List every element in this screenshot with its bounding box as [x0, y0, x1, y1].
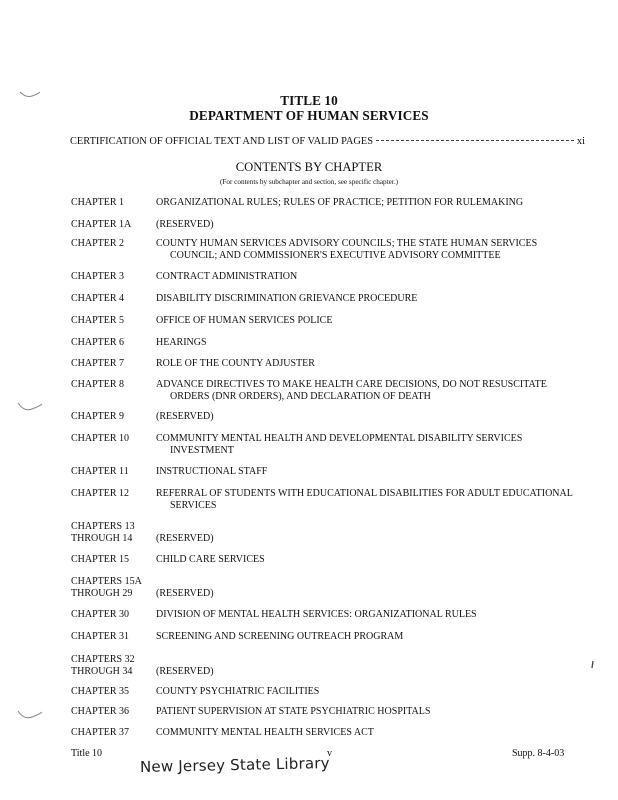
- chapter-title: [156, 433, 596, 457]
- chapter-label-line: CHAPTER 1A: [71, 219, 132, 230]
- chapter-title: [156, 293, 596, 305]
- chapter-label-line: CHAPTER 9: [71, 411, 125, 422]
- chapter-label: [71, 379, 155, 391]
- chapter-title-line: [156, 521, 596, 533]
- chapter-label: [71, 521, 155, 545]
- chapter-title: [156, 315, 596, 327]
- chapter-title-line: DISABILITY DISCRIMINATION GRIEVANCE PROCEDURE: [156, 293, 418, 304]
- chapter-title-line: COUNTY PSYCHIATRIC FACILITIES: [156, 686, 320, 697]
- chapter-label: [71, 654, 155, 678]
- chapter-title: [156, 358, 596, 370]
- chapter-title: [156, 379, 596, 403]
- chapter-label: [71, 219, 155, 231]
- title-name: DEPARTMENT OF HUMAN SERVICES: [189, 108, 429, 123]
- chapter-label: [71, 293, 155, 305]
- chapter-label-line: CHAPTER 30: [71, 609, 130, 620]
- chapter-title: [156, 654, 596, 678]
- chapter-title: [156, 609, 596, 621]
- chapter-label-line: CHAPTER 3: [71, 271, 125, 282]
- chapter-label: [71, 686, 155, 698]
- dot-leader: [376, 140, 574, 141]
- scan-mark: [590, 660, 596, 670]
- chapter-title: [156, 271, 596, 283]
- chapter-label: [71, 488, 155, 500]
- chapter-title: [156, 554, 596, 566]
- certification-page: xi: [576, 136, 585, 147]
- scan-mark: [16, 400, 44, 414]
- chapter-label-line: THROUGH 14: [71, 533, 133, 545]
- chapter-label-line: CHAPTER 8: [71, 379, 125, 390]
- chapter-label: [71, 433, 155, 445]
- chapter-label: [71, 337, 155, 349]
- library-stamp: New Jersey State Library: [139, 754, 330, 776]
- chapter-label-line: CHAPTER 2: [71, 238, 125, 249]
- certification-line: [70, 136, 585, 147]
- chapter-title-line: ROLE OF THE COUNTY ADJUSTER: [156, 358, 315, 369]
- chapter-title-line: SCREENING AND SCREENING OUTREACH PROGRAM: [156, 631, 404, 642]
- chapter-title: [156, 488, 596, 512]
- chapter-title-line: CONTRACT ADMINISTRATION: [156, 271, 298, 282]
- chapter-title-line: (RESERVED): [156, 533, 214, 545]
- chapter-title: [156, 219, 596, 231]
- chapter-title-line: (RESERVED): [156, 588, 214, 600]
- chapter-title-line: ADVANCE DIRECTIVES TO MAKE HEALTH CARE DECISIONS, DO NOT RESUSCITATE: [156, 379, 547, 390]
- chapter-label-line: THROUGH 29: [71, 588, 133, 600]
- scan-mark: [18, 88, 42, 102]
- footer-title: Title 10: [71, 748, 103, 759]
- chapter-label: [71, 706, 155, 718]
- chapter-title: [156, 686, 596, 698]
- chapter-label: [71, 238, 155, 250]
- chapter-label-line: CHAPTER 12: [71, 488, 130, 499]
- chapter-title-line: INVESTMENT: [170, 445, 234, 457]
- chapter-title: [156, 576, 596, 600]
- chapter-title-line: HEARINGS: [156, 337, 207, 348]
- chapter-title: [156, 337, 596, 349]
- chapter-label: [71, 197, 155, 209]
- chapter-label: [71, 727, 155, 739]
- chapter-label-line: CHAPTER 36: [71, 706, 130, 717]
- chapter-label-line: CHAPTER 35: [71, 686, 130, 697]
- contents-heading: CONTENTS BY CHAPTER: [235, 160, 383, 174]
- chapter-title-line: DIVISION OF MENTAL HEALTH SERVICES: ORGANIZATIONAL RULES: [156, 609, 477, 620]
- chapter-label-line: CHAPTER 11: [71, 466, 129, 477]
- chapter-title-line: COUNTY HUMAN SERVICES ADVISORY COUNCILS; THE STATE HUMAN SERVICES: [156, 238, 538, 249]
- chapter-title-line: [156, 654, 596, 666]
- chapter-label-line: CHAPTER 15: [71, 554, 130, 565]
- chapter-title-line: PATIENT SUPERVISION AT STATE PSYCHIATRIC HOSPITALS: [156, 706, 431, 717]
- chapter-label-line: CHAPTER 7: [71, 358, 125, 369]
- chapter-title: [156, 521, 596, 545]
- chapter-label-line: CHAPTER 4: [71, 293, 125, 304]
- title-number: TITLE 10: [280, 93, 338, 108]
- chapter-title-line: CHILD CARE SERVICES: [156, 554, 265, 565]
- scan-mark: [16, 708, 44, 722]
- chapter-title-line: [156, 576, 596, 588]
- chapter-label: [71, 576, 155, 600]
- chapter-title: [156, 631, 596, 643]
- chapter-label-line: CHAPTERS 13: [71, 521, 135, 532]
- chapter-label-line: CHAPTER 10: [71, 433, 130, 444]
- footer-supplement: Supp. 8-4-03: [512, 748, 565, 759]
- chapter-title-line: REFERRAL OF STUDENTS WITH EDUCATIONAL DISABILITIES FOR ADULT EDUCATIONAL: [156, 488, 573, 499]
- chapter-title: [156, 197, 596, 209]
- chapter-title-line: INSTRUCTIONAL STAFF: [156, 466, 268, 477]
- chapter-label: [71, 315, 155, 327]
- chapter-label: [71, 554, 155, 566]
- chapter-label-line: CHAPTERS 15A: [71, 576, 142, 587]
- chapter-label: [71, 631, 155, 643]
- chapter-label: [71, 271, 155, 283]
- chapter-label-line: THROUGH 34: [71, 666, 133, 678]
- chapter-label-line: CHAPTER 6: [71, 337, 125, 348]
- chapter-title-line: COUNCIL; AND COMMISSIONER'S EXECUTIVE ADVISORY COMMITTEE: [170, 250, 501, 262]
- chapter-title-line: SERVICES: [170, 500, 217, 512]
- chapter-title-line: COMMUNITY MENTAL HEALTH SERVICES ACT: [156, 727, 374, 738]
- chapter-title: [156, 727, 596, 739]
- footer-page-number: v: [327, 748, 332, 759]
- chapter-title-line: OFFICE OF HUMAN SERVICES POLICE: [156, 315, 333, 326]
- chapter-label: [71, 358, 155, 370]
- chapter-label-line: CHAPTER 5: [71, 315, 125, 326]
- chapter-label: [71, 466, 155, 478]
- chapter-label: [71, 411, 155, 423]
- contents-note: (For contents by subchapter and section, see specific chapter.): [219, 178, 399, 186]
- chapter-label-line: CHAPTERS 32: [71, 654, 135, 665]
- chapter-label-line: CHAPTER 1: [71, 197, 125, 208]
- chapter-label: [71, 609, 155, 621]
- chapter-title: [156, 466, 596, 478]
- chapter-title-line: (RESERVED): [156, 411, 214, 422]
- chapter-label-line: CHAPTER 37: [71, 727, 130, 738]
- chapter-title: [156, 238, 596, 262]
- certification-label: CERTIFICATION OF OFFICIAL TEXT AND LIST OF VALID PAGES: [70, 136, 374, 147]
- chapter-title-line: ORDERS (DNR ORDERS), AND DECLARATION OF DEATH: [170, 391, 431, 403]
- chapter-title-line: (RESERVED): [156, 666, 214, 678]
- chapter-title: [156, 411, 596, 423]
- chapter-title-line: (RESERVED): [156, 219, 214, 230]
- chapter-label-line: CHAPTER 31: [71, 631, 130, 642]
- chapter-title-line: COMMUNITY MENTAL HEALTH AND DEVELOPMENTAL DISABILITY SERVICES: [156, 433, 523, 444]
- chapter-title-line: ORGANIZATIONAL RULES; RULES OF PRACTICE; PETITION FOR RULEMAKING: [156, 197, 524, 208]
- chapter-title: [156, 706, 596, 718]
